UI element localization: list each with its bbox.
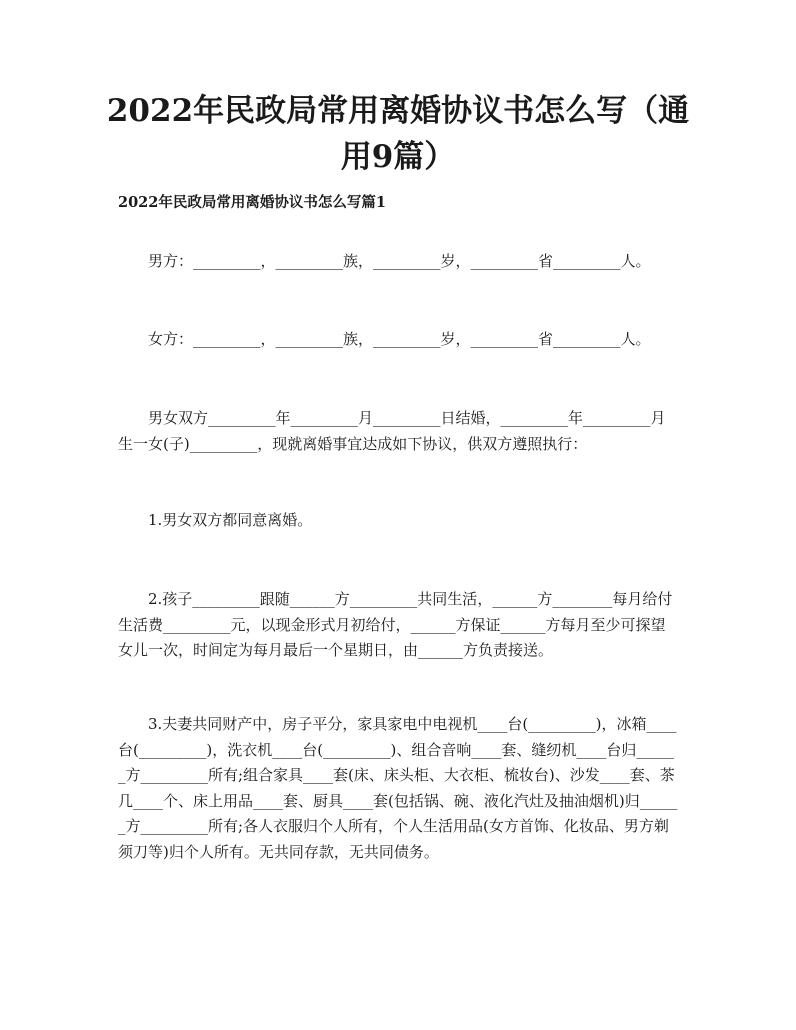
document-title: 2022年民政局常用离婚协议书怎么写（通用9篇） bbox=[106, 93, 690, 175]
paragraph-marriage-info: 男女双方_________年_________月_________日结婚，_________年_________月生一女(子)_________，现就离婚事宜达成如下协议，供双方遵照执行： bbox=[118, 409, 666, 453]
paragraph-female-party: 女方：_________，_________族，_________岁，_________省_________人。 bbox=[148, 330, 651, 348]
paragraph-male-party: 男方：_________，_________族，_________岁，_________省_________人。 bbox=[148, 252, 651, 270]
paragraph-clause-1: 1.男女双方都同意离婚。 bbox=[148, 511, 313, 529]
section-heading: 2022年民政局常用离婚协议书怎么写篇1 bbox=[118, 194, 386, 211]
paragraph-clause-3: 3.夫妻共同财产中，房子平分，家具家电中电视机____台(_________)，冰箱____台(_________)，洗衣机____台(_________)、组合音响____套、缝纫机____台归______方_________所有;组合家具____套(床、床头柜、大衣柜、梳妆台)、沙发____套、茶几____个、床上用品____套、厨具____套(包括锅、碗、液化汽灶及抽油烟机)归______方_________所有;各人衣服归个人所有，个人生活用品(女方首饰、化妆品、男方剃须刀等)归个人所有。无共同存款，无共同债务。 bbox=[118, 715, 678, 861]
paragraph-clause-2: 2.孩子_________跟随______方_________共同生活，______方________每月给付生活费_________元，以现金形式月初给付，______方保证______方每月至少可探望女儿一次，时间定为每月最后一个星期日，由______方负责接送。 bbox=[118, 590, 673, 659]
